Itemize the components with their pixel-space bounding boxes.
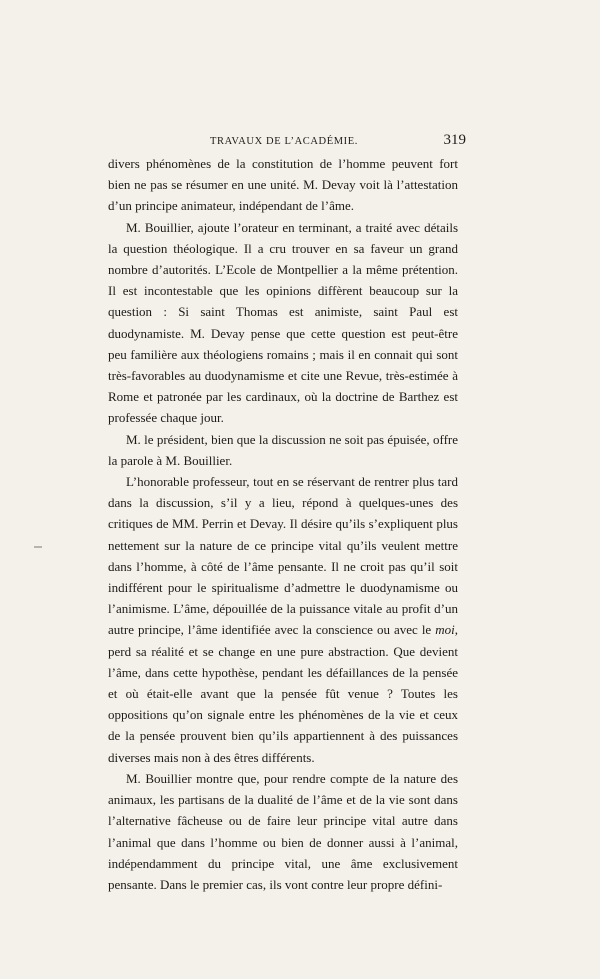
paragraph-4-italic: moi: [435, 622, 455, 638]
paragraph-5: M. Bouillier montre que, pour rendre compte de la nature des animaux, les partisans de la dualité de l’âme et de la vie sont dans l’alternative fâcheuse ou de faire leur principe vital autre dans l’animal que dans l’homme ou bien de donner aussi à l’animal, indépendamment du principe vital, une âme exclusivement pensante. Dans le premier cas, ils vont contre leur propre défini-: [108, 770, 458, 892]
paragraph-4: [108, 471, 458, 768]
body-text: [108, 153, 458, 895]
running-title: TRAVAUX DE L’ACADÉMIE.: [209, 136, 359, 147]
paragraph-4-text-a: L’honorable professeur, tout en se réservant de rentrer plus tard dans la discussion, s’il y a lieu, répond à quelques-unes des critiques de MM. Perrin et Devay. Il désire qu’ils s’expliquent plus nettement sur la nature de ce principe vital qu’ils veulent mettre dans l’homme, à côté de l’âme pensante. Il ne croit pas qu’il soit indifférent pour le spiritualisme d’admettre le duodynamisme ou l’animisme. L’âme, dépouillée de la puissance vitale au profit d’un autre principe, l’âme identifiée avec la conscience ou avec le: [108, 474, 458, 638]
paragraph-2: M. Bouillier, ajoute l’orateur en terminant, a traité avec détails la question théologique. Il a cru trouver en sa faveur un grand nombre d’autorités. L’Ecole de Montpellier a la même prétention. Il est incontestable que les opinions diffèrent beaucoup sur la question : Si saint Thomas est animiste, saint Paul est duodynamiste. M. Devay pense que cette question est peut-être peu familière aux théologiens romains ; mais il en connait qui sont très-favorables au duodynamisme et cite une Revue, très-estimée à Rome et patronée par les cardinaux, où la doctrine de Barthez est professée chaque jour.: [108, 219, 458, 426]
paragraph-3: M. le président, bien que la discussion ne soit pas épuisée, offre la parole à M. Bouillier.: [108, 431, 458, 468]
paragraph-1: divers phénomènes de la constitution de l’homme peuvent fort bien ne pas se résumer en une unité. M. Devay voit là l’attestation d’un principe animateur, indépendant de l’âme.: [108, 156, 458, 214]
paragraph-4-text-b: , perd sa réalité et se change en une pure abstraction. Que devient l’âme, dans cette hypothèse, pendant les défaillances de la pensée et où était-elle avant que la pensée fût venue ? Toutes les oppositions qu’on signale entre les phénomènes de la vie et ceux de la pensée prouvent bien qu’ils appartiennent à des puissances diverses mais non à des êtres différents.: [108, 622, 458, 765]
page-number: 319: [443, 132, 466, 148]
margin-mark: [34, 546, 42, 548]
page-header: [108, 132, 466, 152]
